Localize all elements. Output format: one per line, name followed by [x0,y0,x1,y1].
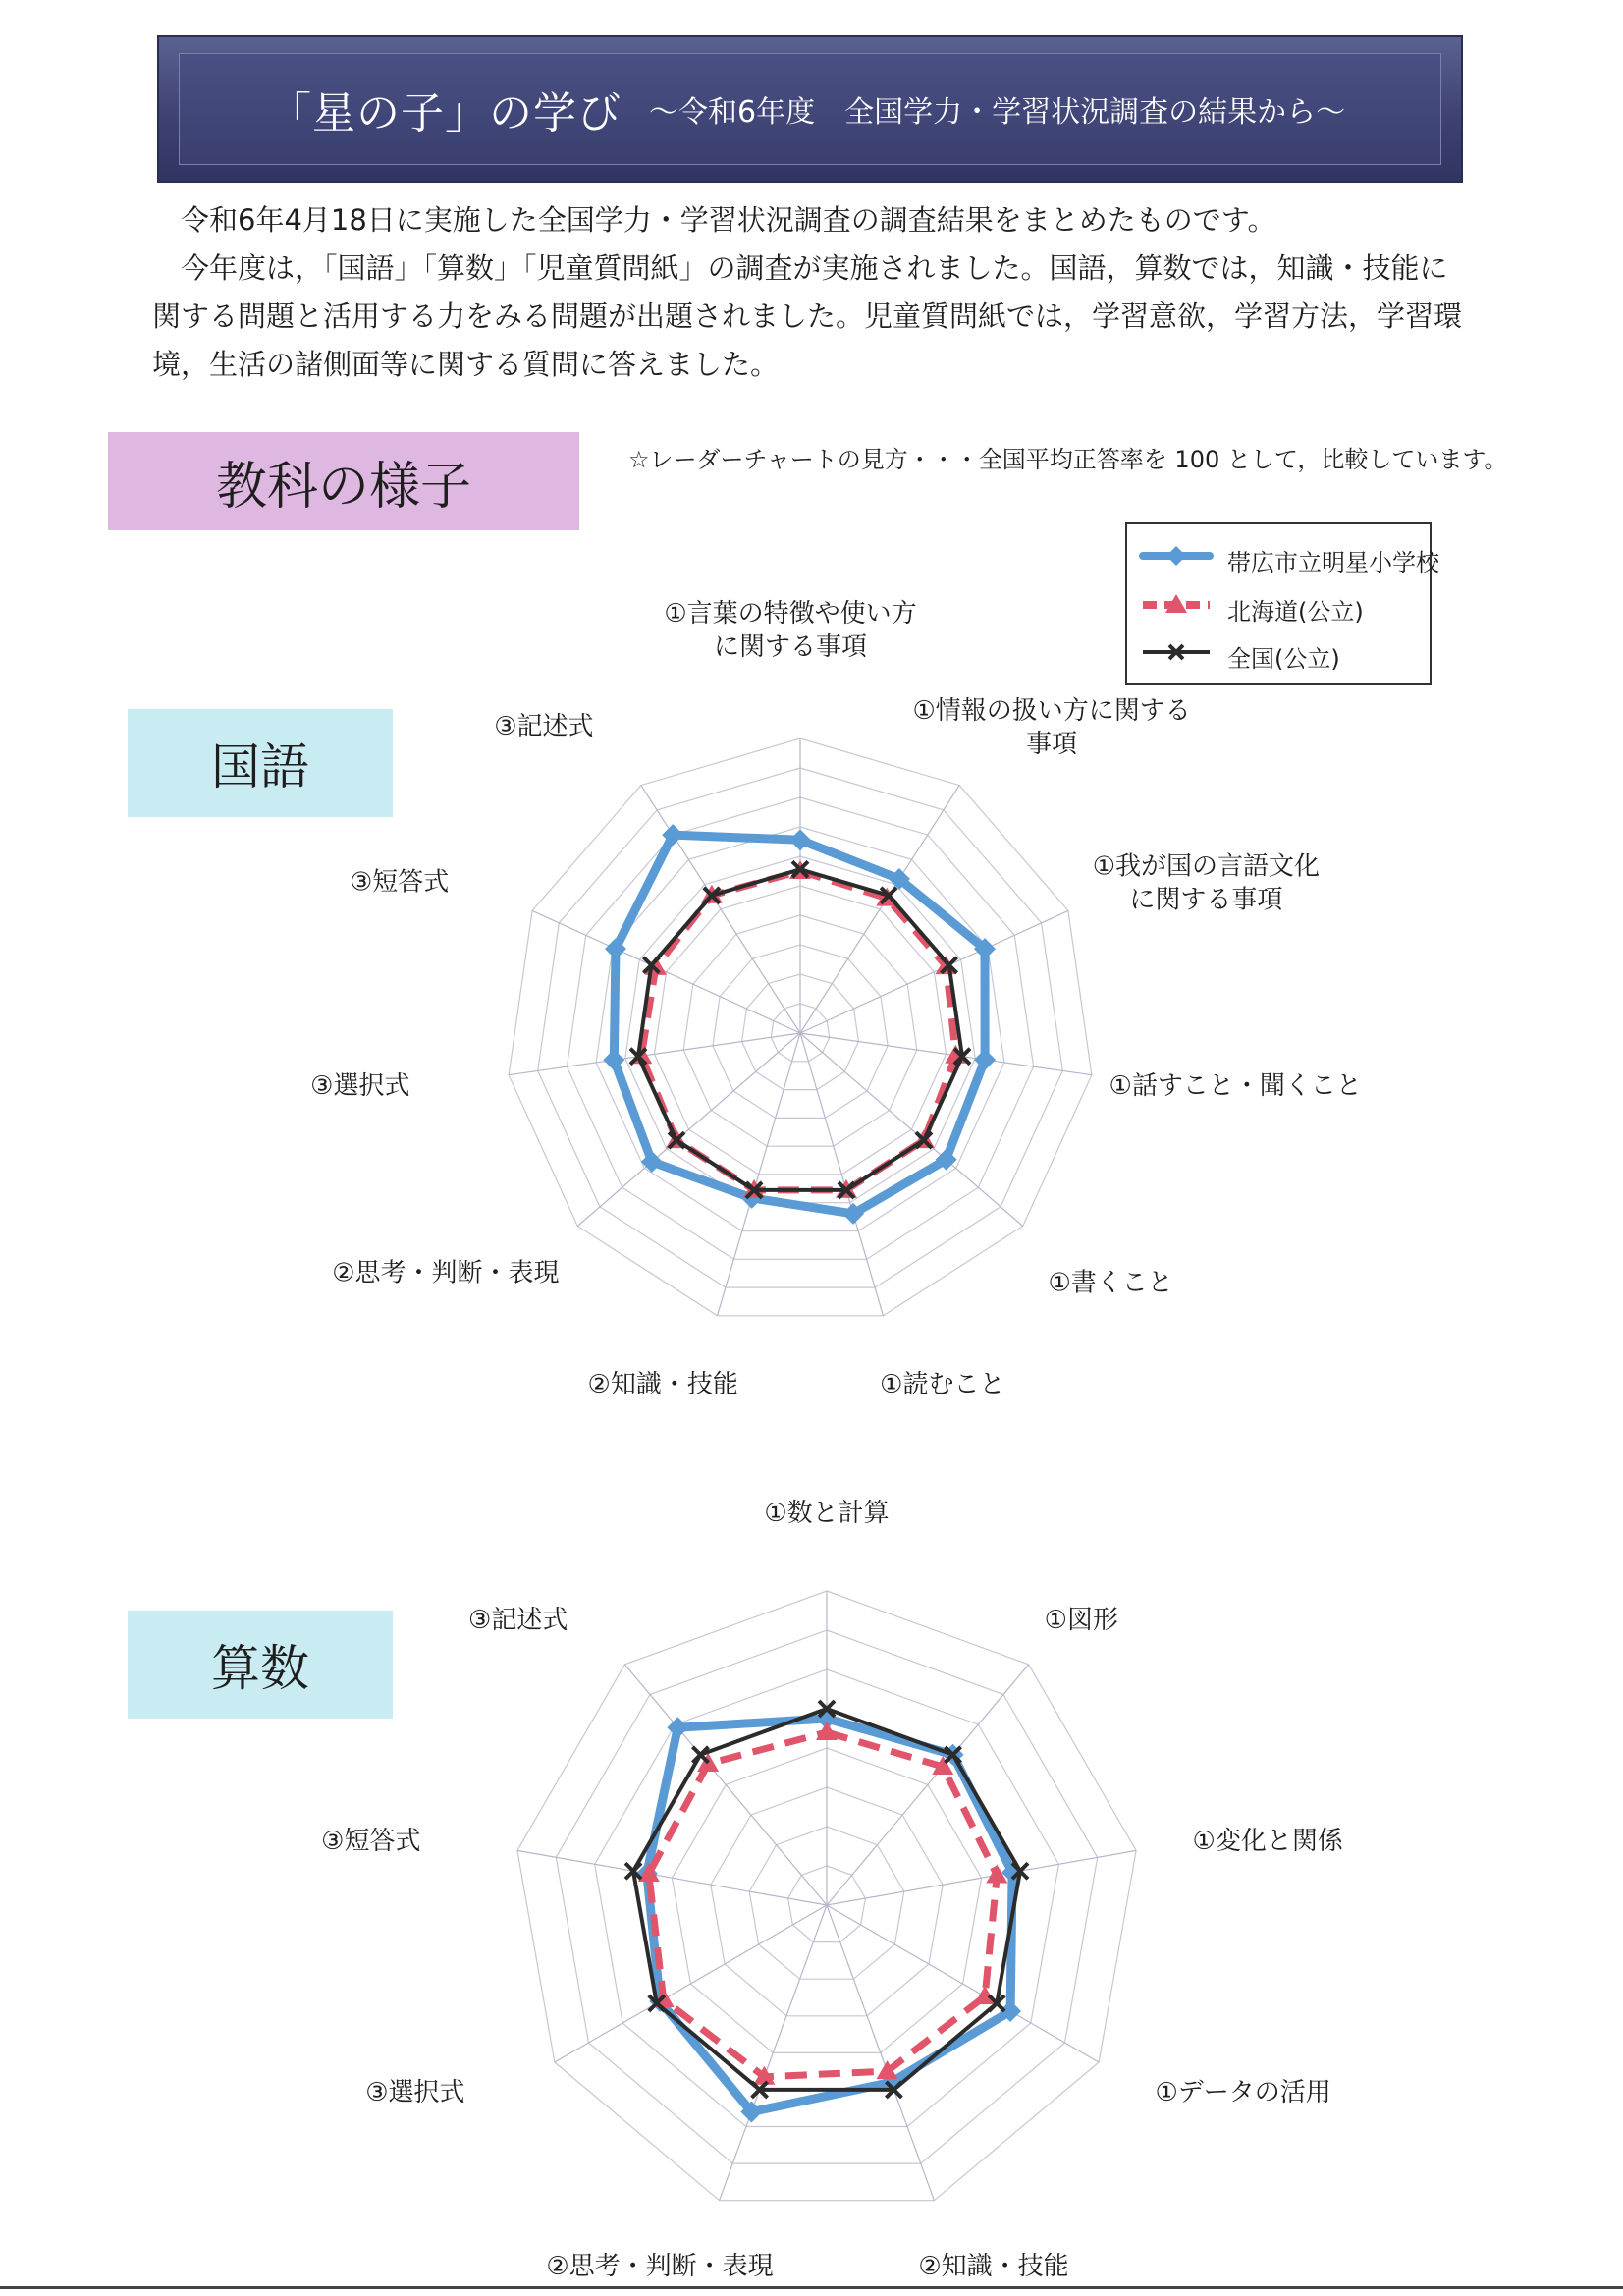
kokugo-axis-label: ②思考・判断・表現 [332,1258,560,1288]
sansu-axis-spoke [827,1850,1136,1905]
sansu-axis-spoke [517,1850,827,1905]
intro-paragraph-1: 令和6年4月18日に実施した全国学力・学習状況調査の調査結果をまとめたものです。 [181,203,1276,237]
kokugo-axis-label: ②知識・技能 [587,1369,738,1399]
kokugo-series-school [614,835,985,1214]
sansu-axis-label: ②思考・判断・表現 [546,2252,774,2282]
bottom-rule [0,2286,1623,2289]
subject-tag-sansu: 算数 [128,1611,393,1719]
sansu-axis-label: ①数と計算 [764,1499,890,1528]
kokugo-axis-spoke [509,1033,800,1075]
legend-label-national: 全国(公立) [1227,645,1340,673]
intro-paragraph-2: 今年度は，「国語」「算数」「児童質問紙」の調査が実施されました。国語，算数では，知識・技能に関する問題と活用する力をみる問題が出題されました。児童質問紙では，学習意欲，学習方法，学習環境，生活の諸側面等に関する質問に答えました。 [152,251,1463,381]
sansu-point-school [667,1717,688,1738]
sansu-axis-label: ①変化と関係 [1192,1827,1343,1856]
kokugo-axis-label: ①話すこと・聞くこと [1109,1070,1362,1101]
kokugo-axis-label: ③短答式 [349,867,450,898]
legend-label-hokkaido: 北海道(公立) [1227,598,1364,626]
sansu-axis-label: ②知識・技能 [918,2252,1069,2282]
kokugo-axis-label: ①書くこと [1048,1268,1173,1298]
kokugo-point-school [603,1049,624,1070]
sansu-axis-label: ①図形 [1044,1605,1118,1635]
kokugo-axis-label: ①言葉の特徴や使い方に関する事項 [664,599,917,662]
sansu-axis-label: ①データの活用 [1155,2078,1331,2107]
legend-label-school: 帯広市立明星小学校 [1227,549,1439,576]
kokugo-axis-label: ①読むこと [880,1369,1005,1399]
page-title: 「星の子」の学び [268,88,622,138]
kokugo-point-school [641,1151,663,1173]
section-heading: 教科の様子 [108,432,579,530]
kokugo-axis-label: ①情報の扱い方に関する事項 [912,696,1191,760]
kokugo-axis-spoke [800,1033,1092,1075]
sansu-axis-label: ③記述式 [468,1605,568,1635]
kokugo-axis-label: ③選択式 [310,1070,410,1101]
sansu-axis-label: ③短答式 [321,1827,421,1856]
page-subtitle: ～令和6年度 全国学力・学習状況調査の結果から～ [649,95,1346,130]
radar-chart-note: ☆レーダーチャートの見方・・・全国平均正答率を 100 として，比較しています。 [628,446,1508,473]
sansu-axis-label: ③選択式 [365,2078,465,2107]
subject-tag-kokugo: 国語 [128,709,393,817]
kokugo-axis-label: ③記述式 [494,712,594,742]
kokugo-axis-label: ①我が国の言語文化に関する事項 [1092,851,1321,915]
